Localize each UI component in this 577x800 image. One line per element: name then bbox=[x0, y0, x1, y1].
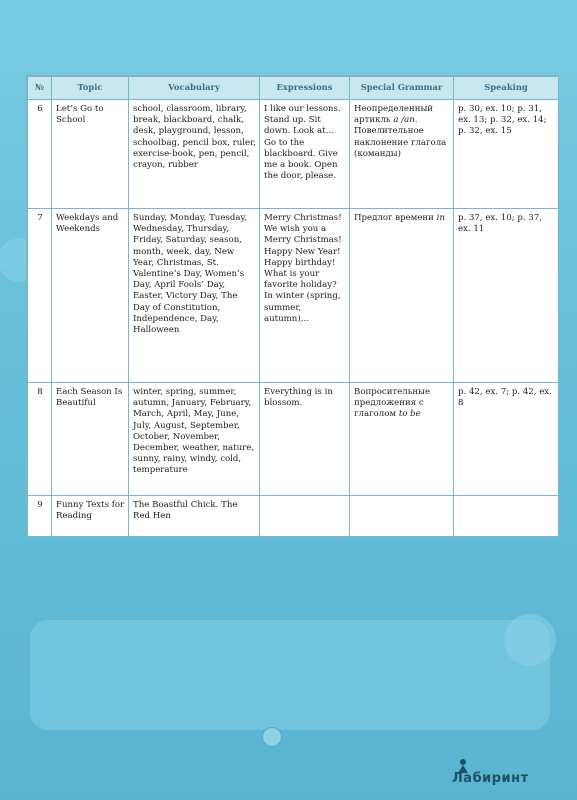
row-vocabulary: Sunday, Monday, Tuesday, Wednesday, Thursday, Friday, Saturday, season, month, week, day, New Year, Christmas, St. Valentine’s Day, Women’s Day, April Fools’ Day, Easter, Victory Day, The Day of Constitution, Independence, Day, Halloween bbox=[129, 209, 260, 383]
syllabus-table bbox=[27, 76, 559, 537]
row-grammar bbox=[350, 383, 454, 496]
header-expressions: Expressions bbox=[260, 77, 350, 100]
row-expressions: Everything is in blossom. bbox=[260, 383, 350, 496]
row-speaking: p. 30, ex. 10; p. 31, ex. 13; p. 32, ex. 14; p. 32, ex. 15 bbox=[454, 100, 559, 209]
row-topic: Let’s Go to School bbox=[52, 100, 129, 209]
row-vocabulary: school, classroom, library, break, blackboard, chalk, desk, playground, lesson, schoolbag, pencil box, ruler, exercise-book, pen, pencil, crayon, rubber bbox=[129, 100, 260, 209]
row-number: 6 bbox=[28, 100, 52, 209]
table-header-row bbox=[28, 77, 559, 100]
header-speaking: Speaking bbox=[454, 77, 559, 100]
row-speaking: p. 42, ex. 7; p. 42, ex. 8 bbox=[454, 383, 559, 496]
row-topic: Funny Texts for Reading bbox=[52, 496, 129, 537]
watermark-logo: Лабиринт bbox=[452, 771, 529, 786]
grammar-tail: . Повелительное наклонение глагола (команды) bbox=[354, 115, 447, 159]
header-vocabulary: Vocabulary bbox=[129, 77, 260, 100]
row-topic: Weekdays and Weekends bbox=[52, 209, 129, 383]
row-grammar bbox=[350, 496, 454, 537]
grammar-italic: a /an bbox=[393, 115, 415, 126]
row-number: 7 bbox=[28, 209, 52, 383]
syllabus-table-container bbox=[26, 75, 559, 538]
row-number: 9 bbox=[28, 496, 52, 537]
grammar-italic: in bbox=[436, 213, 445, 223]
row-expressions bbox=[260, 496, 350, 537]
row-vocabulary: The Boastful Chick. The Red Hen bbox=[129, 496, 260, 537]
table-row bbox=[28, 100, 559, 209]
row-number: 8 bbox=[28, 383, 52, 496]
grammar-text: Вопросительные предложения с глаголом bbox=[354, 387, 431, 420]
table-row bbox=[28, 383, 559, 496]
header-number: № bbox=[28, 77, 52, 100]
header-topic: Topic bbox=[52, 77, 129, 100]
page-number-dot bbox=[262, 727, 282, 747]
row-expressions: I like our lessons. Stand up. Sit down. Look at… Go to the blackboard. Give me a book. Open the door, please. bbox=[260, 100, 350, 209]
grammar-text: Неопределенный артикль bbox=[354, 104, 434, 126]
row-grammar bbox=[350, 100, 454, 209]
grammar-italic: to be bbox=[398, 409, 421, 420]
row-topic: Each Season Is Beautiful bbox=[52, 383, 129, 496]
row-speaking: p. 37, ex. 10; p. 37, ex. 11 bbox=[454, 209, 559, 383]
row-grammar bbox=[350, 209, 454, 383]
table-row bbox=[28, 496, 559, 537]
row-vocabulary: winter, spring, summer, autumn, January, February, March, April, May, June, July, August, September, October, November, December, weather, nature, sunny, rainy, windy, cold, temperature bbox=[129, 383, 260, 496]
table-row bbox=[28, 209, 559, 383]
header-special-grammar: Special Grammar bbox=[350, 77, 454, 100]
grammar-text: Предлог времени bbox=[354, 213, 437, 223]
row-expressions: Merry Christmas! We wish you a Merry Christmas! Happy New Year! Happy birthday! What is your favorite holiday? In winter (spring, summer, autumn)… bbox=[260, 209, 350, 383]
row-speaking bbox=[454, 496, 559, 537]
